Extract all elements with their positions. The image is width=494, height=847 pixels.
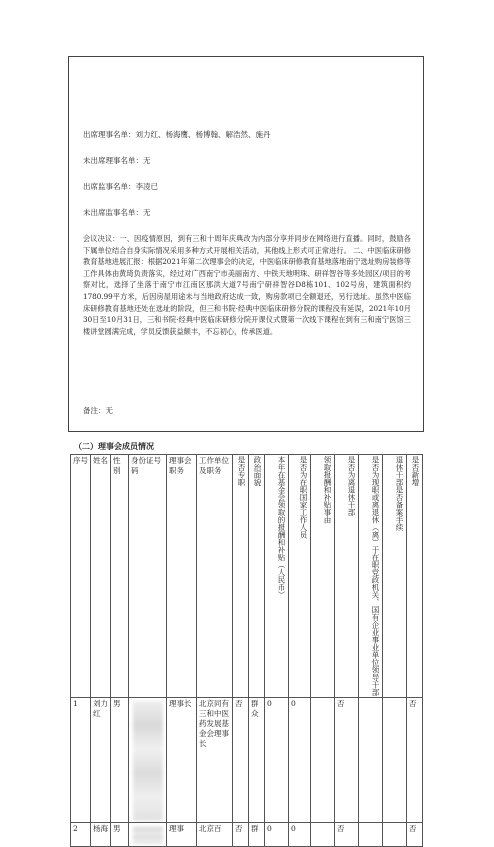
- cell-work: 北京百: [197, 823, 233, 847]
- resolution-text: 会议决议：一、因疫情原因，到有三和十周年庆典改为内部分享并同步在网络进行直播。同时，鼓励各下属单位结合自身实际情况采用多种方式开展相关活动，其他线上形式可正常进行。 二、中医临床研修教育基地进展汇报：根据2021年第二次理事会的决定，中医临床研修教育基地落地南宁选址购房装修等工作具体由黄琦负责落实，经过对广西南宁市美丽南方、中铁天地明珠、研祥智谷等多处园区/项目的考察对比，选择了坐落于南宁市江南区那洪大道7号南宁研祥智谷D8栋101、102号房，建筑面积约1780.99平方米，后因房屋用途未与当地政府达成一致，购房款项已全额退还，另行选址。虽然中医临床研修教育基地还处在选址的阶段，但三和书院·经典中医临床研修分院的课程没有延误，2021年10月30日至10月31日，三和书院·经典中医临床研修分院开课仪式暨第一次线下课程在到有三和南宁医馆三楼讲堂圆满完成，学员反馈获益颇丰，不忘初心，传承医道。: [83, 234, 411, 336]
- th-political: 政治面貌: [249, 455, 265, 698]
- table-row: [71, 698, 423, 823]
- cell-pay: 0: [265, 698, 289, 823]
- redacted-id: [133, 701, 163, 821]
- redacted-id: [133, 826, 163, 844]
- th-id: 身份证号码: [129, 455, 167, 698]
- th-retired: 是否为离退休干部: [335, 455, 359, 698]
- th-reason: 领取报酬和补贴事由: [311, 455, 335, 698]
- th-new: 是否新增: [407, 455, 423, 698]
- cell-official: [359, 698, 383, 823]
- cell-index: 2: [71, 823, 91, 847]
- th-fulltime: 是否专职: [233, 455, 249, 698]
- cell-work: 北京同有三和中医药发展基金会理事长: [197, 698, 233, 823]
- cell-role: 理事长: [167, 698, 197, 823]
- cell-retired: 否: [335, 698, 359, 823]
- remarks: 备注：无: [83, 406, 113, 415]
- cell-role: 理事: [167, 823, 197, 847]
- cell-fulltime: 否: [233, 823, 249, 847]
- th-official: 是否为现职或离退休（离）于在职党政机关、国有企业事业单位领导干部: [359, 455, 383, 698]
- section-title: （二）理事会成员情况: [74, 441, 154, 451]
- attend-directors: 出席理事名单：刘力红、杨海鹰、杨博翰、解浩然、施丹: [83, 130, 271, 139]
- cell-fulltime: 否: [233, 698, 249, 823]
- cell-index: 1: [71, 698, 91, 823]
- th-work: 工作单位及职务: [197, 455, 233, 698]
- board-members-table: [70, 454, 423, 847]
- cell-filed: [383, 698, 407, 823]
- th-name: 姓名: [91, 455, 111, 698]
- cell-name: 刘力红: [91, 698, 111, 823]
- cell-new: 否: [407, 698, 423, 823]
- th-filed: 退休干部是否备案手续: [383, 455, 407, 698]
- cell-retired: 否: [335, 823, 359, 847]
- minutes-box: [68, 56, 424, 432]
- cell-id: [129, 823, 167, 847]
- absent-supervisors: 未出席监事名单：无: [83, 208, 151, 217]
- th-pay: 本年在基金会领取的报酬和补贴（人民币）: [265, 455, 289, 698]
- cell-civil: 0: [289, 823, 311, 847]
- attend-supervisors: 出席监事名单：李凌已: [83, 182, 158, 191]
- table-row: [71, 823, 423, 847]
- table-header-row: [71, 455, 423, 698]
- th-civil: 是否为在职国家工作人员: [289, 455, 311, 698]
- cell-new: 否: [407, 823, 423, 847]
- cell-civil: 0: [289, 698, 311, 823]
- th-index: 序号: [71, 455, 91, 698]
- cell-pay: 0: [265, 823, 289, 847]
- th-gender: 性别: [111, 455, 129, 698]
- cell-name: 杨海: [91, 823, 111, 847]
- th-role: 理事会职务: [167, 455, 197, 698]
- cell-gender: 男: [111, 823, 129, 847]
- cell-reason: [311, 698, 335, 823]
- absent-directors: 未出席理事名单：无: [83, 156, 151, 165]
- cell-political: 群众: [249, 698, 265, 823]
- cell-political: 群: [249, 823, 265, 847]
- cell-filed: [383, 823, 407, 847]
- cell-gender: 男: [111, 698, 129, 823]
- cell-official: [359, 823, 383, 847]
- cell-reason: [311, 823, 335, 847]
- cell-id: [129, 698, 167, 823]
